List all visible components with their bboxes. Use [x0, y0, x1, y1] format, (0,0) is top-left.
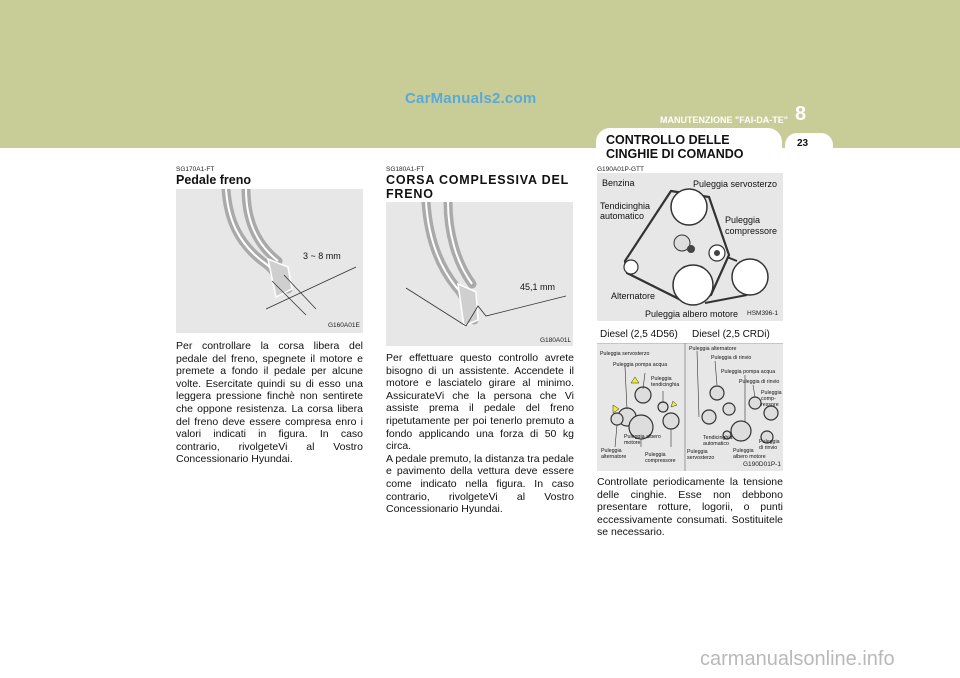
label-crdi-idler-3: Puleggia di rinvio	[759, 439, 780, 451]
heading-brake-travel: CORSA COMPLESSIVA DEL FRENO	[386, 173, 569, 201]
section-code-brake-pedal: SG170A1-FT	[176, 166, 215, 173]
label-crdi-alternator: Puleggia alternatore	[689, 346, 737, 352]
figure-code-brake-pedal: G160A01E	[328, 322, 360, 329]
label-4d56-pump: Puleggia pompa acqua	[613, 362, 668, 368]
label-crdi-servo: Puleggia servosterzo	[687, 449, 715, 461]
belts-text: Controllate periodicamente la tensione delle cinghie. Esse non debbono presentare rotture, logorii, o punti eccessivamente consumati. Sostituitele se necessario.	[597, 476, 783, 539]
figure-diesel-belts	[597, 343, 783, 471]
figure-code-crdi: G190D01P-1	[743, 461, 781, 468]
label-4d56-compressor: Puleggia compressore	[645, 452, 676, 464]
label-crdi-crank: Puleggia albero motore	[733, 448, 766, 460]
label-crdi-pump: Puleggia pompa acqua	[721, 369, 776, 375]
brake-travel-text: Per effettuare questo controllo avrete bisogno di un assistente. Accendete il motore e lasciatelo girare al minimo. AssicurateVi che la persona che Vi assiste prema il pedale del freno ripetutamente per poi tenerlo premuto a fondo applicando una forza di 50 kg circa. A pedale premuto, la distanza tra pedale e pavimento della vettura deve essere come indicato nella figura. In caso contrario, rivolgeteVi al Vostro Concessionario Hyundai.	[386, 352, 574, 516]
label-diesel-crdi: Diesel (2,5 CRDi)	[692, 329, 770, 340]
label-crdi-idler-1: Puleggia di rinvio	[711, 355, 752, 361]
page-number: 23	[797, 138, 809, 149]
brake-pedal-text: Per controllare la corsa libera del pedale del freno, spegnete il motore e premete a fondo il pedale per alcune volte. Esercitate quindi su di esso una leggera pressione finchè non sentirete che oppone resistenza. La corsa libera del freno deve essere compresa enro i valori indicati in figura. In caso contrario, rivolgeteVi al Vostro Concessionario Hyundai.	[176, 340, 363, 466]
chapter-number: 8	[795, 103, 807, 125]
label-benzina: Benzina	[602, 178, 635, 188]
brake-pedal-measure: 3 ~ 8 mm	[303, 251, 341, 261]
label-crdi-idler-2: Puleggia di rinvio	[739, 379, 780, 385]
pedal-drawing	[176, 189, 363, 333]
figure-brake-pedal	[176, 189, 363, 333]
section-code-brake-travel: SG180A1-FT	[386, 166, 425, 173]
label-4d56-alternator: Puleggia alternatore	[601, 448, 627, 460]
label-auto-tensioner: Tendicinghia automatico	[600, 201, 651, 221]
pedal-travel-drawing	[386, 202, 573, 346]
label-4d56-crank: Puleggia albero motore	[624, 434, 661, 446]
label-crdi-tensioner: Tendicinghia automatico	[703, 435, 733, 447]
chapter-label: MANUTENZIONE "FAI-DA-TE"	[660, 115, 789, 125]
section-title: CONTROLLO DELLE CINGHIE DI COMANDO	[606, 133, 744, 161]
label-4d56-tensioner: Puleggia tendicinghia	[651, 376, 680, 388]
heading-brake-pedal: Pedale freno	[176, 173, 252, 187]
label-servo-pulley: Puleggia servosterzo	[693, 179, 778, 189]
label-crank-pulley: Puleggia albero motore	[645, 309, 739, 319]
label-crdi-compressor: Puleggia comp- ressore	[761, 390, 782, 408]
label-compressor-pulley: Puleggia compressore	[725, 215, 778, 236]
site-watermark-top[interactable]: CarManuals2.com	[405, 90, 537, 107]
label-alternator: Alternatore	[611, 291, 656, 301]
figure-brake-travel	[386, 202, 573, 346]
figure-benzina-belt	[597, 173, 783, 321]
brake-travel-measure: 45,1 mm	[520, 282, 556, 292]
label-4d56-servo: Puleggia servosterzo	[600, 351, 650, 357]
figure-code-brake-travel: G180A01L	[540, 337, 572, 344]
header-band	[0, 0, 960, 148]
site-watermark-bottom[interactable]: carmanualsonline.info	[700, 648, 895, 670]
figure-code-belts: G190A01P-GTT	[597, 166, 644, 173]
figure-code-benzina: HSM396-1	[747, 310, 779, 317]
label-diesel-4d56: Diesel (2,5 4D56)	[600, 329, 678, 340]
page-tab	[785, 133, 833, 153]
